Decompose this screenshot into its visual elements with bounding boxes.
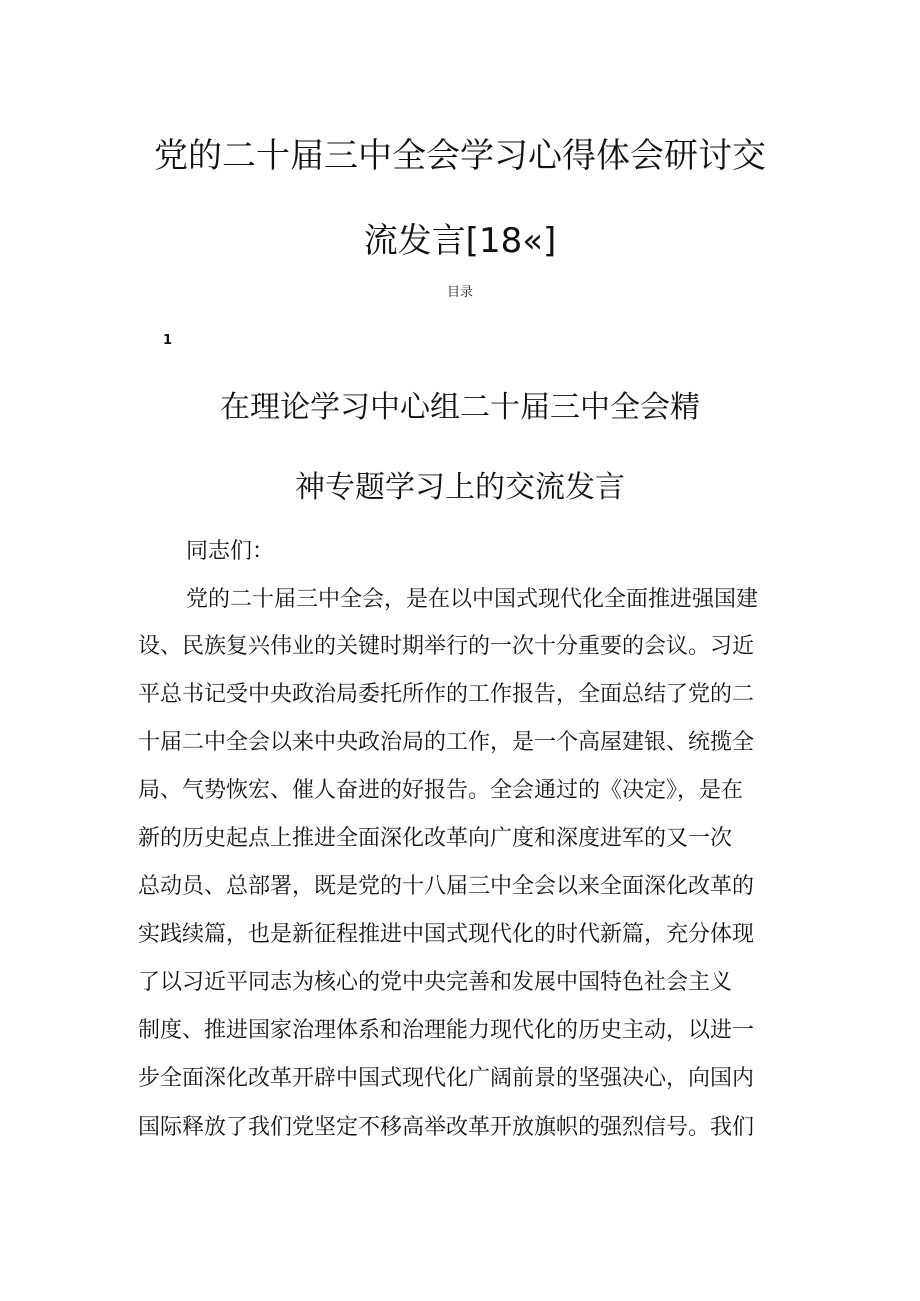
section-title-line-1: 在理论学习中心组二十届三中全会精 [220,390,700,425]
body-line: 平总书记受中央政治局委托所作的工作报告，全面总结了党的二 [138,682,755,707]
body-line: 党的二十届三中全会，是在以中国式现代化全面推进强国建 [186,587,759,612]
body-line: 设、民族复兴伟业的关键时期举行的一次十分重要的会议。习近 [138,634,755,659]
body-line: 总动员、总部署，既是党的十八届三中全会以来全面深化改革的 [138,874,755,899]
toc-number: 1 [163,333,173,348]
body-line: 实践续篇，也是新征程推进中国式现代化的时代新篇，充分体现 [138,922,755,947]
document-title-line-1: 党的二十届三中全会学习心得体会研讨交 [154,136,766,176]
toc-label: 目录 [446,285,473,300]
body-line: 步全面深化改革开辟中国式现代化广阔前景的坚强决心，向国内 [138,1066,755,1091]
document-title-line-2: 流发言[18«] [363,221,557,261]
greeting: 同志们： [186,539,275,564]
body-line: 制度、推进国家治理体系和治理能力现代化的历史主动，以进一 [138,1018,755,1043]
body-line: 了以习近平同志为核心的党中央完善和发展中国特色社会主义 [138,970,733,995]
body-line: 局、气势恢宏、催人奋进的好报告。全会通过的《决定》，是在 [138,778,744,803]
section-title-line-2: 神专题学习上的交流发言 [295,470,625,505]
body-line: 十届二中全会以来中央政治局的工作，是一个高屋建银、统揽全 [138,730,755,755]
body-line: 新的历史起点上推进全面深化改革向广度和深度进军的又一次 [138,826,733,851]
body-line: 国际释放了我们党坚定不移高举改革开放旗帜的强烈信号。我们 [138,1115,755,1140]
